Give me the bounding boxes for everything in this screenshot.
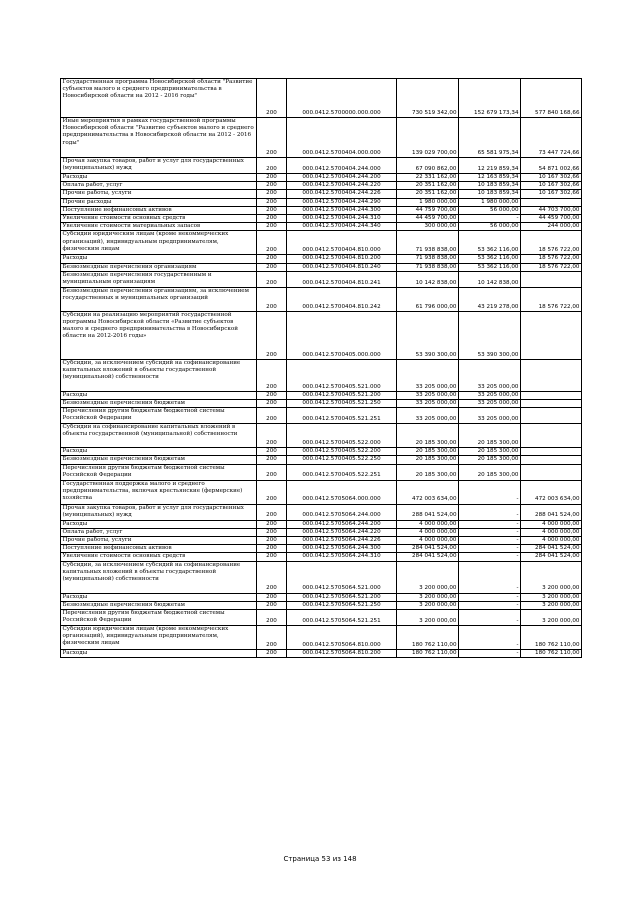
row-name-cell: Прочие работы, услуги (61, 537, 257, 545)
row-approved-cell: 180 762 110,00 (397, 626, 459, 650)
row-approved-cell: 3 200 000,00 (397, 561, 459, 593)
row-name-cell: Поступление нефинансовых активов (61, 545, 257, 553)
table-row (61, 448, 582, 456)
row-executed-cell: 20 185 300,00 (459, 464, 521, 480)
row-kbk-cell: 000.0412.5700405.000.000 (287, 311, 397, 359)
row-code-cell: 200 (257, 359, 287, 391)
row-approved-cell: 4 000 000,00 (397, 528, 459, 536)
row-kbk-cell: 000.0412.5700404.244.290 (287, 198, 397, 206)
row-remaining-cell (521, 464, 582, 480)
page-footer: Страница 53 из 148 (283, 855, 357, 863)
row-executed-cell: 33 205 000,00 (459, 391, 521, 399)
row-code-cell: 200 (257, 553, 287, 561)
row-name-cell: Безвозмездные перечисления бюджетам (61, 400, 257, 408)
row-kbk-cell: 000.0412.5700404.244.000 (287, 158, 397, 174)
row-code-cell: 200 (257, 650, 287, 658)
row-approved-cell: 20 185 300,00 (397, 448, 459, 456)
row-executed-cell: 20 185 300,00 (459, 456, 521, 464)
row-remaining-cell: 284 041 524,00 (521, 545, 582, 553)
row-code-cell: 200 (257, 520, 287, 528)
row-remaining-cell (521, 359, 582, 391)
row-code-cell: 200 (257, 626, 287, 650)
row-kbk-cell: 000.0412.5700404.810.000 (287, 231, 397, 255)
row-executed-cell: - (459, 528, 521, 536)
row-name-cell: Безвозмездные перечисления организациям (61, 263, 257, 271)
row-executed-cell: 10 183 859,34 (459, 190, 521, 198)
row-executed-cell: 53 390 300,00 (459, 311, 521, 359)
row-name-cell: Субсидии на реализацию мероприятий государственной программы Новосибирской области «Развитие субъектов малого и среднего предпринимательства в Новосибирской области на 2012-2016 годы» (61, 311, 257, 359)
row-approved-cell: 10 142 838,00 (397, 271, 459, 287)
row-kbk-cell: 000.0412.5700404.244.300 (287, 206, 397, 214)
table-row (61, 400, 582, 408)
table-row (61, 287, 582, 311)
row-executed-cell: 65 581 975,34 (459, 118, 521, 158)
row-kbk-cell: 000.0412.5705064.521.250 (287, 601, 397, 609)
row-code-cell: 200 (257, 464, 287, 480)
row-executed-cell: - (459, 601, 521, 609)
row-executed-cell: - (459, 650, 521, 658)
row-executed-cell: - (459, 561, 521, 593)
row-approved-cell: 180 762 110,00 (397, 650, 459, 658)
row-kbk-cell: 000.0412.5700405.521.250 (287, 400, 397, 408)
row-remaining-cell: 18 576 722,00 (521, 231, 582, 255)
row-code-cell: 200 (257, 182, 287, 190)
table-row (61, 174, 582, 182)
row-remaining-cell: 284 041 524,00 (521, 553, 582, 561)
row-remaining-cell: 10 167 302,66 (521, 174, 582, 182)
row-kbk-cell: 000.0412.5700404.810.240 (287, 263, 397, 271)
row-name-cell: Государственная поддержка малого и среднего предпринимательства, включая крестьянские (фермерские) хозяйства (61, 480, 257, 504)
row-remaining-cell: 4 000 000,00 (521, 528, 582, 536)
row-code-cell: 200 (257, 504, 287, 520)
row-remaining-cell (521, 456, 582, 464)
table-row (61, 408, 582, 424)
row-approved-cell: 53 390 300,00 (397, 311, 459, 359)
row-code-cell: 200 (257, 561, 287, 593)
row-code-cell: 200 (257, 255, 287, 263)
row-code-cell: 200 (257, 158, 287, 174)
table-row (61, 118, 582, 158)
row-executed-cell: - (459, 537, 521, 545)
row-kbk-cell: 000.0412.5700404.810.241 (287, 271, 397, 287)
row-executed-cell: - (459, 610, 521, 626)
row-remaining-cell: 3 200 000,00 (521, 561, 582, 593)
row-name-cell: Субсидии на софинансирование капитальных вложений в объекты государственной (муниципальной) собственности (61, 424, 257, 448)
table-row (61, 480, 582, 504)
row-kbk-cell: 000.0412.5700404.810.200 (287, 255, 397, 263)
row-remaining-cell: 3 200 000,00 (521, 610, 582, 626)
row-executed-cell: - (459, 626, 521, 650)
row-approved-cell: 472 003 634,00 (397, 480, 459, 504)
table-row (61, 626, 582, 650)
budget-table (60, 78, 582, 658)
row-code-cell: 200 (257, 408, 287, 424)
row-kbk-cell: 000.0412.5705064.244.300 (287, 545, 397, 553)
row-name-cell: Расходы (61, 520, 257, 528)
row-name-cell: Безвозмездные перечисления государственным и муниципальным организациям (61, 271, 257, 287)
row-approved-cell: 4 000 000,00 (397, 520, 459, 528)
row-name-cell: Прочие работы, услуги (61, 190, 257, 198)
row-remaining-cell: 18 576 722,00 (521, 263, 582, 271)
table-row (61, 215, 582, 223)
row-name-cell: Субсидии, за исключением субсидий на софинансирование капитальных вложений в объекты государственной (муниципальной) собственности (61, 561, 257, 593)
row-approved-cell: 139 029 700,00 (397, 118, 459, 158)
row-executed-cell: 33 205 000,00 (459, 408, 521, 424)
row-remaining-cell (521, 448, 582, 456)
row-kbk-cell: 000.0412.5700405.521.200 (287, 391, 397, 399)
row-kbk-cell: 000.0412.5700405.521.000 (287, 359, 397, 391)
row-remaining-cell: 244 000,00 (521, 223, 582, 231)
row-kbk-cell: 000.0412.5700404.244.200 (287, 174, 397, 182)
row-kbk-cell: 000.0412.5705064.000.000 (287, 480, 397, 504)
row-executed-cell: 33 205 000,00 (459, 359, 521, 391)
row-approved-cell: 3 200 000,00 (397, 610, 459, 626)
row-kbk-cell: 000.0412.5700405.522.251 (287, 464, 397, 480)
row-kbk-cell: 000.0412.5700404.244.310 (287, 215, 397, 223)
row-code-cell: 200 (257, 610, 287, 626)
row-kbk-cell: 000.0412.5700405.522.250 (287, 456, 397, 464)
row-approved-cell: 33 205 000,00 (397, 408, 459, 424)
row-approved-cell: 4 000 000,00 (397, 537, 459, 545)
row-remaining-cell (521, 408, 582, 424)
table-row (61, 593, 582, 601)
row-approved-cell: 284 041 524,00 (397, 553, 459, 561)
row-name-cell: Поступление нефинансовых активов (61, 206, 257, 214)
row-code-cell: 200 (257, 190, 287, 198)
row-kbk-cell: 000.0412.5700404.810.242 (287, 287, 397, 311)
row-executed-cell: - (459, 520, 521, 528)
row-name-cell: Безвозмездные перечисления организациям, за исключением государственных и муниципальных организаций (61, 287, 257, 311)
row-code-cell: 200 (257, 593, 287, 601)
table-row (61, 223, 582, 231)
table-row (61, 79, 582, 118)
table-row (61, 231, 582, 255)
row-remaining-cell: 44 703 700,00 (521, 206, 582, 214)
row-code-cell: 200 (257, 198, 287, 206)
table-row (61, 206, 582, 214)
row-kbk-cell: 000.0412.5700404.244.220 (287, 182, 397, 190)
row-approved-cell: 61 796 000,00 (397, 287, 459, 311)
row-kbk-cell: 000.0412.5705064.244.200 (287, 520, 397, 528)
row-executed-cell: 53 362 116,00 (459, 255, 521, 263)
row-approved-cell: 20 351 162,00 (397, 190, 459, 198)
row-name-cell: Оплата работ, услуг (61, 182, 257, 190)
row-remaining-cell: 577 840 168,66 (521, 79, 582, 118)
table-row (61, 182, 582, 190)
row-remaining-cell (521, 391, 582, 399)
row-code-cell: 200 (257, 456, 287, 464)
row-executed-cell: 53 362 116,00 (459, 263, 521, 271)
row-code-cell: 200 (257, 223, 287, 231)
row-code-cell: 200 (257, 448, 287, 456)
row-approved-cell: 67 090 862,00 (397, 158, 459, 174)
row-remaining-cell: 288 041 524,00 (521, 504, 582, 520)
row-executed-cell: 33 205 000,00 (459, 400, 521, 408)
row-approved-cell: 20 185 300,00 (397, 464, 459, 480)
row-code-cell: 200 (257, 118, 287, 158)
row-executed-cell: 12 219 859,34 (459, 158, 521, 174)
table-row (61, 424, 582, 448)
table-row (61, 528, 582, 536)
table-row (61, 464, 582, 480)
row-code-cell: 200 (257, 528, 287, 536)
row-code-cell: 200 (257, 79, 287, 118)
table-row (61, 190, 582, 198)
row-executed-cell: - (459, 480, 521, 504)
row-approved-cell: 20 185 300,00 (397, 456, 459, 464)
row-name-cell: Расходы (61, 255, 257, 263)
row-approved-cell: 3 200 000,00 (397, 593, 459, 601)
table-row (61, 553, 582, 561)
table-row (61, 198, 582, 206)
row-remaining-cell: 4 000 000,00 (521, 537, 582, 545)
row-executed-cell: - (459, 504, 521, 520)
table-row (61, 263, 582, 271)
row-name-cell: Перечисления другим бюджетам бюджетной системы Российской Федерации (61, 408, 257, 424)
row-approved-cell: 22 331 162,00 (397, 174, 459, 182)
table-row (61, 545, 582, 553)
table-row (61, 391, 582, 399)
row-approved-cell: 1 980 000,00 (397, 198, 459, 206)
row-code-cell: 200 (257, 601, 287, 609)
row-code-cell: 200 (257, 215, 287, 223)
row-remaining-cell: 18 576 722,00 (521, 287, 582, 311)
row-kbk-cell: 000.0412.5700404.244.340 (287, 223, 397, 231)
table-row (61, 537, 582, 545)
row-approved-cell: 3 200 000,00 (397, 601, 459, 609)
row-executed-cell: 43 219 278,00 (459, 287, 521, 311)
row-code-cell: 200 (257, 400, 287, 408)
row-executed-cell: 10 142 838,00 (459, 271, 521, 287)
row-approved-cell: 730 519 342,00 (397, 79, 459, 118)
row-approved-cell: 20 351 162,00 (397, 182, 459, 190)
row-code-cell: 200 (257, 480, 287, 504)
row-code-cell: 200 (257, 424, 287, 448)
row-kbk-cell: 000.0412.5705064.244.226 (287, 537, 397, 545)
table-row (61, 504, 582, 520)
row-code-cell: 200 (257, 537, 287, 545)
row-kbk-cell: 000.0412.5705064.244.310 (287, 553, 397, 561)
row-name-cell: Безвозмездные перечисления бюджетам (61, 456, 257, 464)
row-executed-cell: 12 163 859,34 (459, 174, 521, 182)
row-approved-cell: 33 205 000,00 (397, 359, 459, 391)
row-kbk-cell: 000.0412.5705064.521.000 (287, 561, 397, 593)
row-kbk-cell: 000.0412.5700404.244.226 (287, 190, 397, 198)
row-code-cell: 200 (257, 545, 287, 553)
row-kbk-cell: 000.0412.5700404.000.000 (287, 118, 397, 158)
row-approved-cell: 44 459 700,00 (397, 215, 459, 223)
row-remaining-cell: 472 003 634,00 (521, 480, 582, 504)
table-row (61, 520, 582, 528)
row-executed-cell: 20 185 300,00 (459, 424, 521, 448)
row-remaining-cell: 3 200 000,00 (521, 593, 582, 601)
row-name-cell: Расходы (61, 391, 257, 399)
row-code-cell: 200 (257, 174, 287, 182)
row-approved-cell: 44 759 700,00 (397, 206, 459, 214)
table-row (61, 561, 582, 593)
row-approved-cell: 71 938 838,00 (397, 263, 459, 271)
row-remaining-cell: 180 762 110,00 (521, 626, 582, 650)
row-approved-cell: 20 185 300,00 (397, 424, 459, 448)
row-code-cell: 200 (257, 287, 287, 311)
row-kbk-cell: 000.0412.5700405.521.251 (287, 408, 397, 424)
row-executed-cell: 152 679 173,34 (459, 79, 521, 118)
table-row (61, 610, 582, 626)
row-name-cell: Субсидии юридическим лицам (кроме некоммерческих организаций), индивидуальным предпринимателям, физическим лицам (61, 231, 257, 255)
row-name-cell: Государственная программа Новосибирской области "Развитие субъектов малого и среднего предпринимательства в Новосибирской области на 2012 - 2016 годы" (61, 79, 257, 118)
row-approved-cell: 288 041 524,00 (397, 504, 459, 520)
row-kbk-cell: 000.0412.5700405.522.200 (287, 448, 397, 456)
row-executed-cell: - (459, 593, 521, 601)
row-kbk-cell: 000.0412.5700000.000.000 (287, 79, 397, 118)
row-kbk-cell: 000.0412.5705064.521.251 (287, 610, 397, 626)
row-remaining-cell (521, 400, 582, 408)
row-approved-cell: 71 938 838,00 (397, 231, 459, 255)
row-remaining-cell: 54 871 002,66 (521, 158, 582, 174)
row-kbk-cell: 000.0412.5705064.244.220 (287, 528, 397, 536)
row-code-cell: 200 (257, 311, 287, 359)
row-approved-cell: 33 205 000,00 (397, 400, 459, 408)
row-code-cell: 200 (257, 271, 287, 287)
row-name-cell: Прочая закупка товаров, работ и услуг для государственных (муниципальных) нужд (61, 504, 257, 520)
table-row (61, 255, 582, 263)
table-row (61, 271, 582, 287)
table-row (61, 650, 582, 658)
row-executed-cell: - (459, 545, 521, 553)
table-row (61, 311, 582, 359)
row-name-cell: Перечисления другим бюджетам бюджетной системы Российской Федерации (61, 610, 257, 626)
row-executed-cell: 10 183 859,34 (459, 182, 521, 190)
row-executed-cell: 56 000,00 (459, 206, 521, 214)
row-name-cell: Субсидии юридическим лицам (кроме некоммерческих организаций), индивидуальным предпринимателям, физическим лицам (61, 626, 257, 650)
row-name-cell: Расходы (61, 174, 257, 182)
row-approved-cell: 33 205 000,00 (397, 391, 459, 399)
row-code-cell: 200 (257, 231, 287, 255)
row-kbk-cell: 000.0412.5705064.810.200 (287, 650, 397, 658)
row-code-cell: 200 (257, 206, 287, 214)
table-row (61, 456, 582, 464)
row-remaining-cell (521, 424, 582, 448)
row-remaining-cell (521, 198, 582, 206)
row-name-cell: Оплата работ, услуг (61, 528, 257, 536)
row-approved-cell: 284 041 524,00 (397, 545, 459, 553)
row-executed-cell: 20 185 300,00 (459, 448, 521, 456)
row-name-cell: Иные мероприятия в рамках государственной программы Новосибирской области "Развитие субъектов малого и среднего предпринимательства в Новосибирской области на 2012 - 2016 годы" (61, 118, 257, 158)
row-name-cell: Расходы (61, 448, 257, 456)
row-executed-cell: - (459, 215, 521, 223)
row-name-cell: Безвозмездные перечисления бюджетам (61, 601, 257, 609)
row-remaining-cell: 3 200 000,00 (521, 601, 582, 609)
row-kbk-cell: 000.0412.5705064.521.200 (287, 593, 397, 601)
row-remaining-cell: 10 167 302,66 (521, 190, 582, 198)
row-name-cell: Перечисления другим бюджетам бюджетной системы Российской Федерации (61, 464, 257, 480)
table-row (61, 601, 582, 609)
row-name-cell: Увеличение стоимости основных средств (61, 553, 257, 561)
row-remaining-cell: 18 576 722,00 (521, 255, 582, 263)
row-remaining-cell: 10 167 302,66 (521, 182, 582, 190)
row-remaining-cell (521, 311, 582, 359)
row-executed-cell: - (459, 553, 521, 561)
row-name-cell: Прочая закупка товаров, работ и услуг для государственных (муниципальных) нужд (61, 158, 257, 174)
row-remaining-cell: 4 000 000,00 (521, 520, 582, 528)
row-code-cell: 200 (257, 263, 287, 271)
row-kbk-cell: 000.0412.5705064.244.000 (287, 504, 397, 520)
row-remaining-cell (521, 271, 582, 287)
row-remaining-cell: 73 447 724,66 (521, 118, 582, 158)
row-name-cell: Увеличение стоимости материальных запасов (61, 223, 257, 231)
row-remaining-cell: 180 762 110,00 (521, 650, 582, 658)
row-code-cell: 200 (257, 391, 287, 399)
row-kbk-cell: 000.0412.5705064.810.000 (287, 626, 397, 650)
row-approved-cell: 300 000,00 (397, 223, 459, 231)
table-row (61, 359, 582, 391)
row-name-cell: Прочие расходы (61, 198, 257, 206)
row-name-cell: Увеличение стоимости основных средств (61, 215, 257, 223)
row-name-cell: Субсидии, за исключением субсидий на софинансирование капитальных вложений в объекты государственной (муниципальной) собственности (61, 359, 257, 391)
row-name-cell: Расходы (61, 650, 257, 658)
row-name-cell: Расходы (61, 593, 257, 601)
row-kbk-cell: 000.0412.5700405.522.000 (287, 424, 397, 448)
row-approved-cell: 71 938 838,00 (397, 255, 459, 263)
row-remaining-cell: 44 459 700,00 (521, 215, 582, 223)
row-executed-cell: 56 000,00 (459, 223, 521, 231)
table-row (61, 158, 582, 174)
row-executed-cell: 53 362 116,00 (459, 231, 521, 255)
row-executed-cell: 1 980 000,00 (459, 198, 521, 206)
